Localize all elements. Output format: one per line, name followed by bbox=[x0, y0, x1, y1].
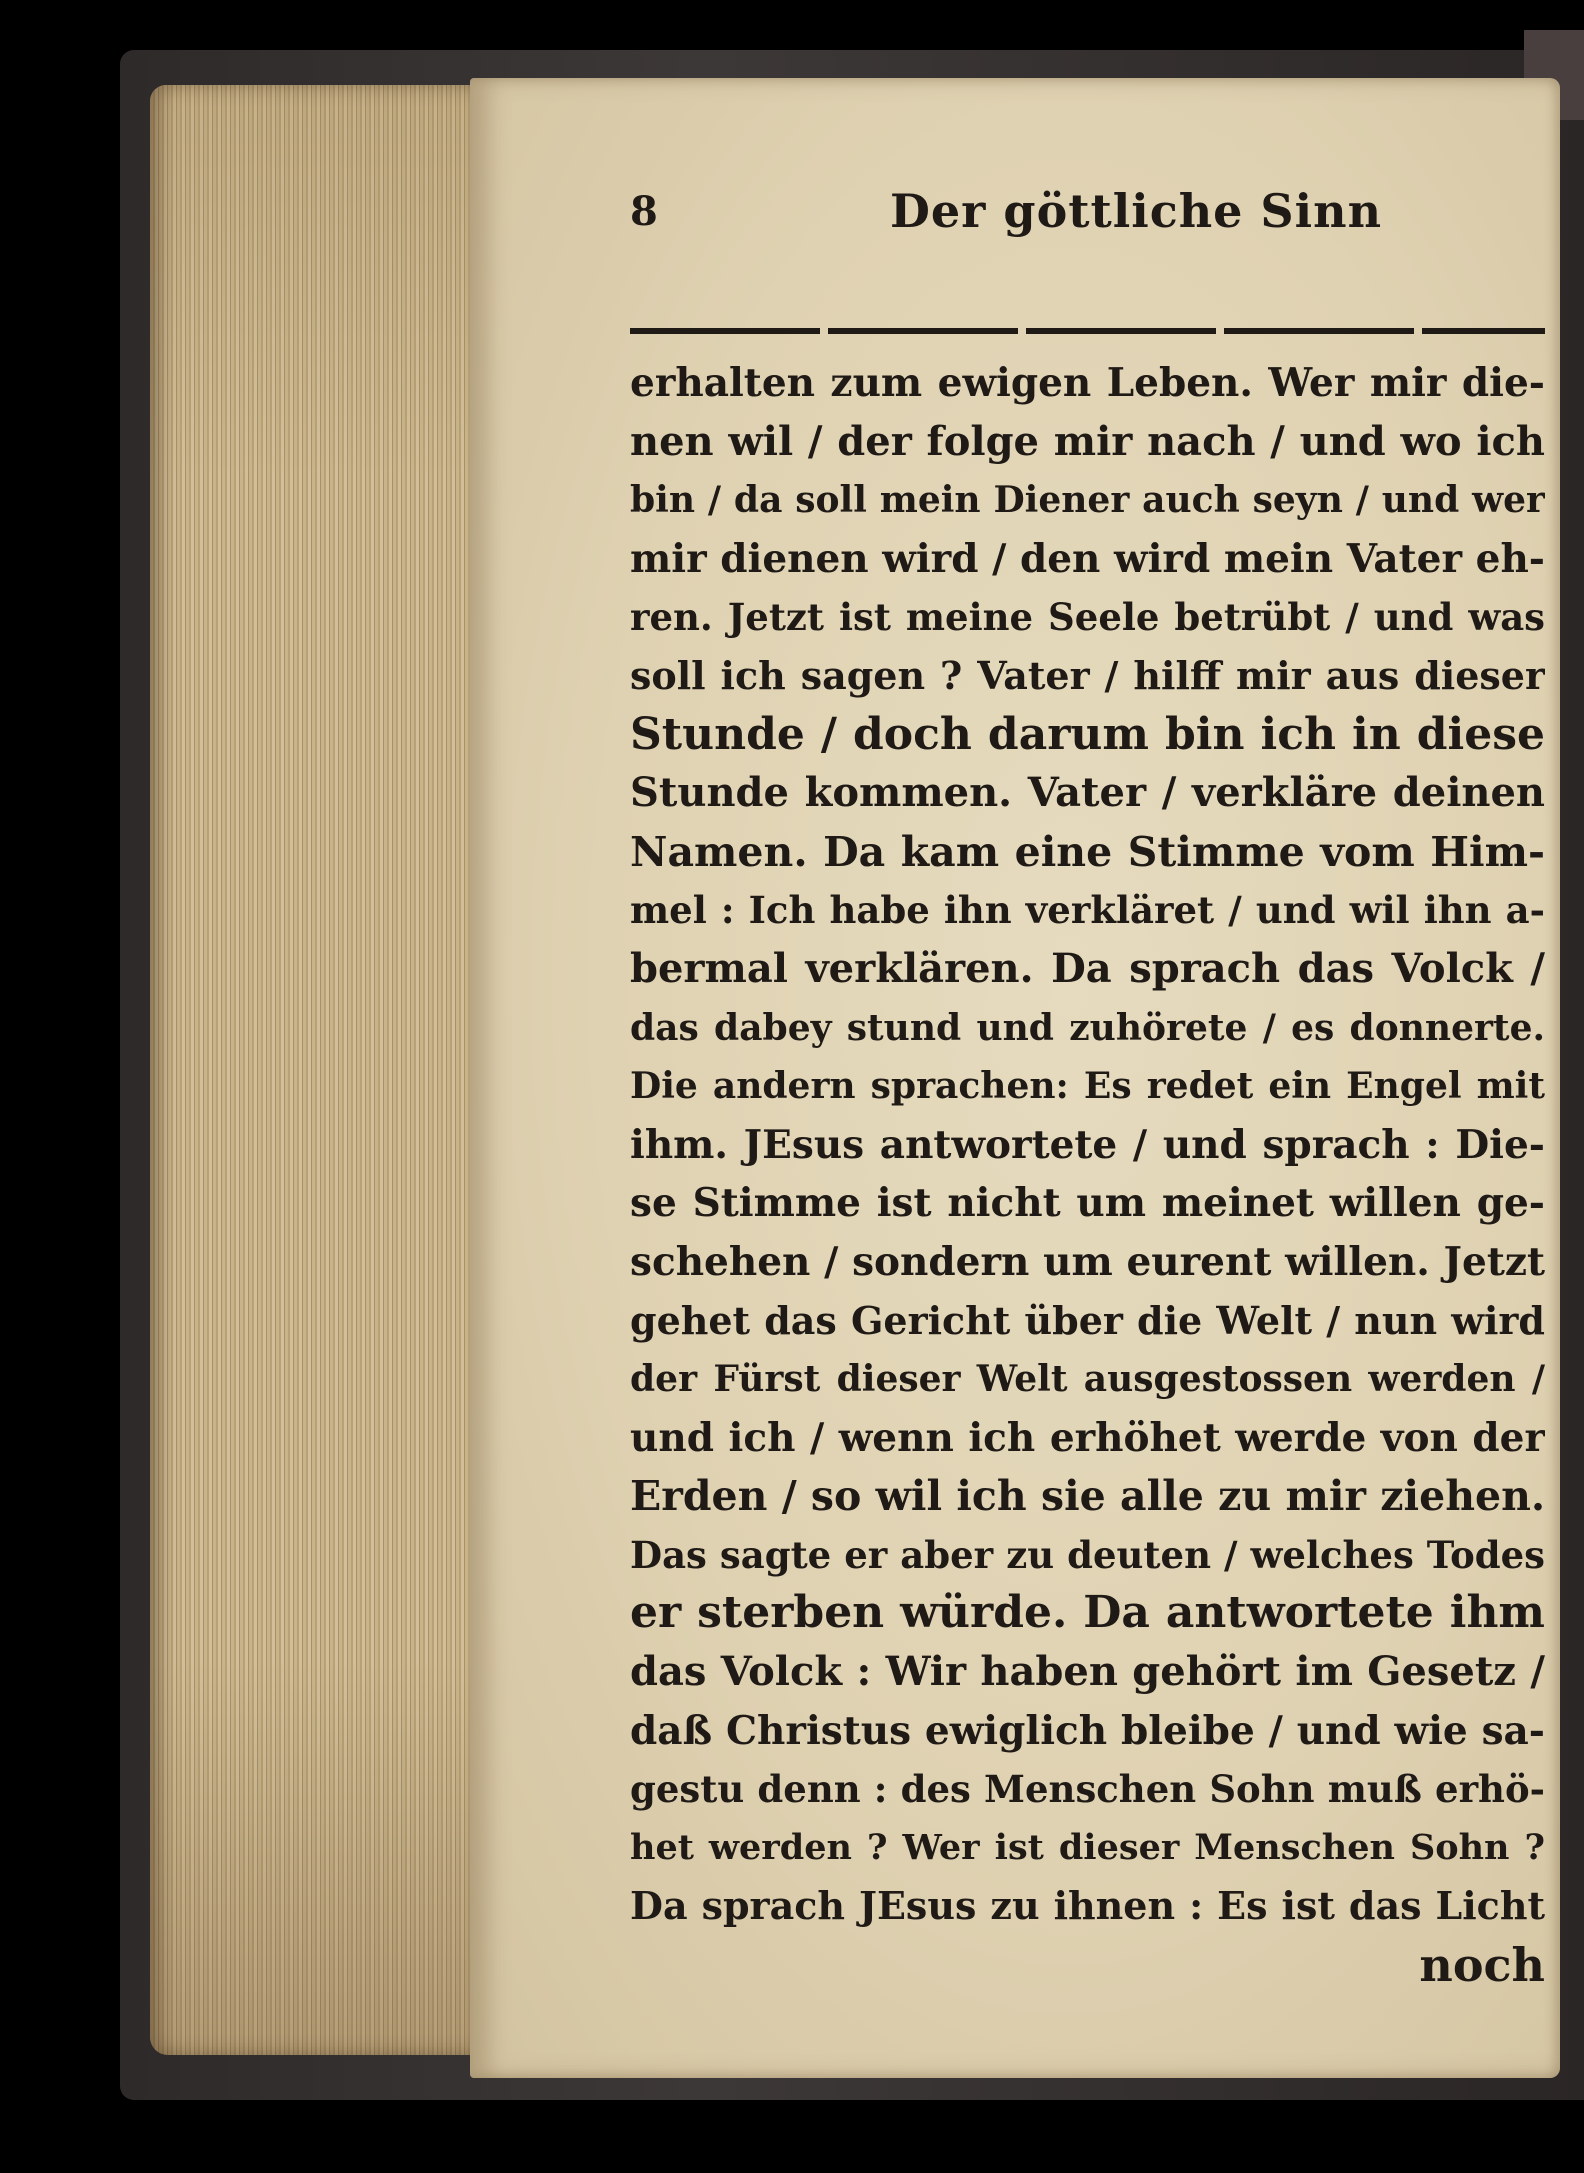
text-line: mel : Ich habe ihn verkläret / und wil ihn a- bbox=[630, 888, 1545, 933]
text-line: Erden / so wil ich sie alle zu mir ziehen. bbox=[630, 1472, 1545, 1521]
text-line: Die andern sprachen: Es redet ein Engel mit bbox=[630, 1065, 1545, 1108]
text-line: Stunde / doch darum bin ich in diese bbox=[630, 708, 1545, 760]
text-line: mir dienen wird / den wird mein Vater eh- bbox=[630, 535, 1545, 582]
text-line: bermal verklären. Da sprach das Volck / bbox=[630, 944, 1545, 992]
text-line: Da sprach JEsus zu ihnen : Es ist das Licht bbox=[630, 1883, 1545, 1929]
text-line: ihm. JEsus antwortete / und sprach : Die- bbox=[630, 1121, 1545, 1168]
text-line: se Stimme ist nicht um meinet willen ge- bbox=[630, 1180, 1545, 1227]
text-line: und ich / wenn ich erhöhet werde von der bbox=[630, 1414, 1545, 1461]
text-line: het werden ? Wer ist dieser Menschen Sohn ? bbox=[630, 1826, 1545, 1868]
text-line: bin / da soll mein Diener auch seyn / und wer bbox=[630, 479, 1545, 522]
text-line: Das sagte er aber zu deuten / welches Todes bbox=[630, 1532, 1545, 1577]
page-content bbox=[630, 178, 1545, 2058]
printed-page bbox=[470, 78, 1560, 2078]
text-line: schehen / sondern um eurent willen. Jetzt bbox=[630, 1238, 1545, 1285]
running-head: Der göttliche Sinn bbox=[890, 184, 1383, 238]
text-line: Stunde kommen. Vater / verkläre deinen bbox=[630, 769, 1545, 817]
text-line: nen wil / der folge mir nach / und wo ich bbox=[630, 417, 1545, 465]
text-line: gestu denn : des Menschen Sohn muß erhö- bbox=[630, 1767, 1545, 1812]
text-line: noch bbox=[1419, 1938, 1545, 1993]
header-rule bbox=[630, 328, 1545, 334]
page-header bbox=[630, 178, 1545, 248]
text-line: Namen. Da kam eine Stimme vom Him- bbox=[630, 827, 1545, 876]
text-line: soll ich sagen ? Vater / hilff mir aus dieser bbox=[630, 652, 1545, 698]
body-text bbox=[630, 354, 1545, 1994]
text-line: das Volck : Wir haben gehört im Gesetz / bbox=[630, 1648, 1545, 1696]
page-edges-shade bbox=[150, 85, 490, 2055]
text-line: erhalten zum ewigen Leben. Wer mir die- bbox=[630, 360, 1545, 406]
text-line: der Fürst dieser Welt ausgestossen werden / bbox=[630, 1358, 1545, 1401]
page-number: 8 bbox=[630, 188, 658, 235]
text-line: gehet das Gericht über die Welt / nun wird bbox=[630, 1297, 1545, 1343]
text-line: er sterben würde. Da antwortete ihm bbox=[630, 1587, 1545, 1639]
text-line: ren. Jetzt ist meine Seele betrübt / und was bbox=[630, 595, 1545, 640]
text-line: das dabey stund und zuhörete / es donnerte. bbox=[630, 1006, 1545, 1049]
text-line: daß Christus ewiglich bleibe / und wie sa- bbox=[630, 1707, 1545, 1754]
